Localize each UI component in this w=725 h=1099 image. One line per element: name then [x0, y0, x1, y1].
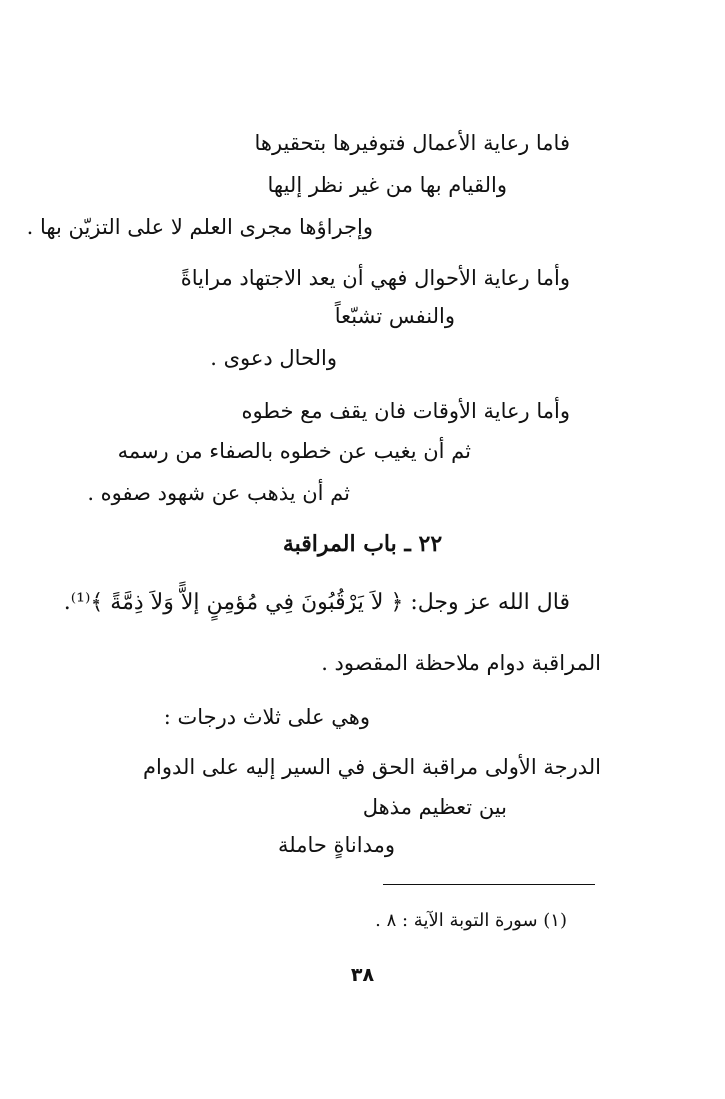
- verse-line: وإجراؤها مجرى العلم لا على التزيّن بها .: [26, 215, 373, 239]
- verse-line: فاما رعاية الأعمال فتوفيرها بتحقيرها: [254, 131, 570, 155]
- verse-line: وأما رعاية الأوقات فان يقف مع خطوه: [241, 399, 570, 423]
- verse-line: والحال دعوى .: [210, 346, 337, 370]
- footnote: (١) سورة التوبة الآية : ٨ .: [375, 910, 567, 931]
- verse-line: ثم أن يغيب عن خطوه بالصفاء من رسمه: [117, 439, 471, 463]
- chapter-heading: ٢٢ ـ باب المراقبة: [282, 531, 443, 557]
- definition-text: المراقبة دوام ملاحظة المقصود .: [321, 651, 601, 675]
- degree-line: بين تعظيم مذهل: [362, 795, 507, 819]
- page-number: ٣٨: [350, 964, 375, 986]
- verse-line: ثم أن يذهب عن شهود صفوه .: [87, 481, 350, 505]
- verse-line: والنفس تشبّعاً: [334, 304, 455, 328]
- quran-quote: قال الله عز وجل: ﴿ لاَ يَرْقُبُونَ فِي مُؤمِنٍ إلاًّ وَلاَ ذِمَّةً ﴾⁽¹⁾.: [63, 590, 570, 615]
- verse-line: وأما رعاية الأحوال فهي أن يعد الاجتهاد مراياةً: [180, 266, 570, 290]
- verse-line: والقيام بها من غير نظر إليها: [267, 173, 507, 197]
- degrees-intro: وهي على ثلاث درجات :: [163, 705, 370, 729]
- degree-line: الدرجة الأولى مراقبة الحق في السير إليه على الدوام: [143, 755, 601, 779]
- footnote-separator: [383, 884, 595, 885]
- degree-line: ومداناةٍ حاملة: [277, 833, 395, 857]
